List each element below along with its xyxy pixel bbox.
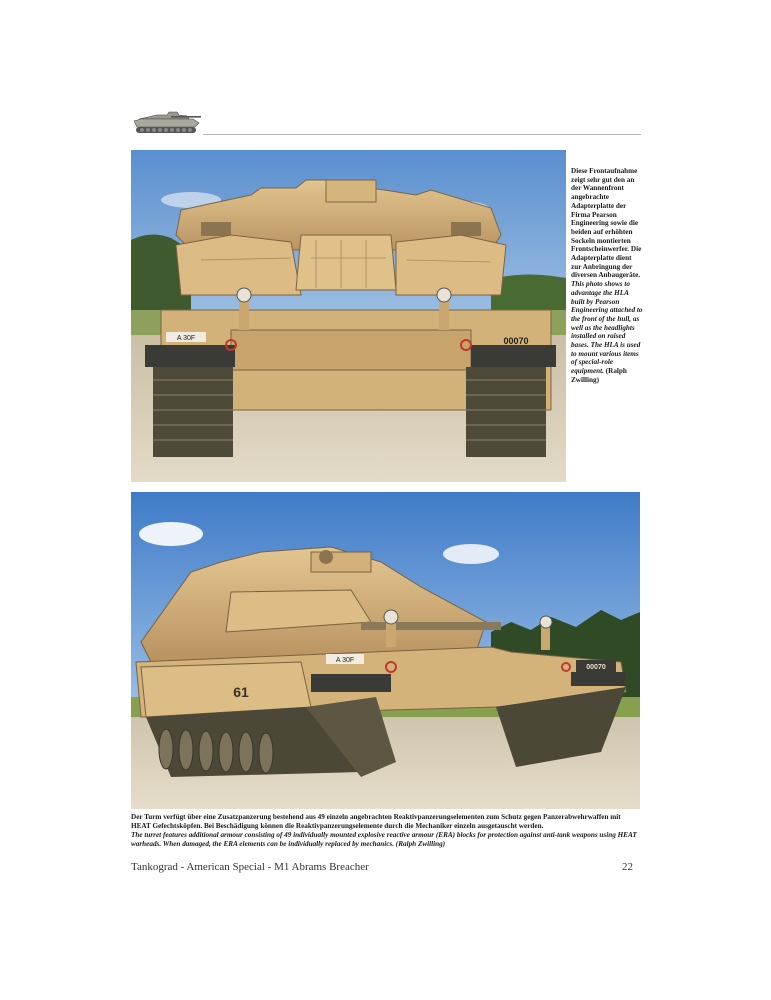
side-caption-english: This photo shows to advantage the HLA built by Pearson Engineering attached to the front of the hull, as well as the headlights installed on raised bases. The HLA is used to mount various items of special-role equipment. (571, 280, 643, 376)
bottom-caption-english: The turret features additional armour consisting of 49 individually mounted explosive reactive armour (ERA) blocks for protection against anti-tank weapons using HEAT warheads. When damaged, the ERA elements can be individually replaced by mechanics. (Ralph Zwilling) (131, 831, 637, 848)
bottom-caption (131, 813, 641, 849)
photo-front-view (131, 150, 566, 482)
hull-marking: 00070 (503, 336, 529, 346)
hull-number: 61 (233, 684, 249, 700)
bottom-caption-german: Der Turm verfügt über eine Zusatzpanzerung bestehend aus 49 einzeln angebrachten Reaktivpanzerungselementen zum Schutz gegen Panzerabwehrwaffen mit HEAT Gefechtsköpfen. Bei Beschädigung können die Reaktivpanzerungselemente durch die Mechaniker einzeln ausgetauscht werden. (131, 813, 621, 830)
rear-marking: 00070 (586, 664, 606, 671)
side-caption (571, 167, 643, 385)
side-plate-marking-bottom: A 30F (335, 657, 355, 664)
side-caption-german: Diese Frontaufnahme zeigt sehr gut den an der Wannenfront angebrachte Adapterplatte der Firma Pearson Engineering sowie die beiden auf erhöhten Sockeln montierten Frontscheinwerfer. Die Adapterplatte dient zur Anbringung der diversen Anbaugeräte. (571, 167, 642, 280)
page-number: 22 (622, 861, 633, 873)
tank-silhouette-icon (131, 106, 203, 138)
side-caption-credit: (Ralph Zwilling) (571, 367, 627, 384)
side-plate-marking: A 30F (176, 335, 196, 342)
footer-title: Tankograd - American Special - M1 Abrams Breacher (131, 861, 369, 873)
photo-three-quarter-view (131, 492, 640, 809)
header-rule (203, 134, 641, 135)
